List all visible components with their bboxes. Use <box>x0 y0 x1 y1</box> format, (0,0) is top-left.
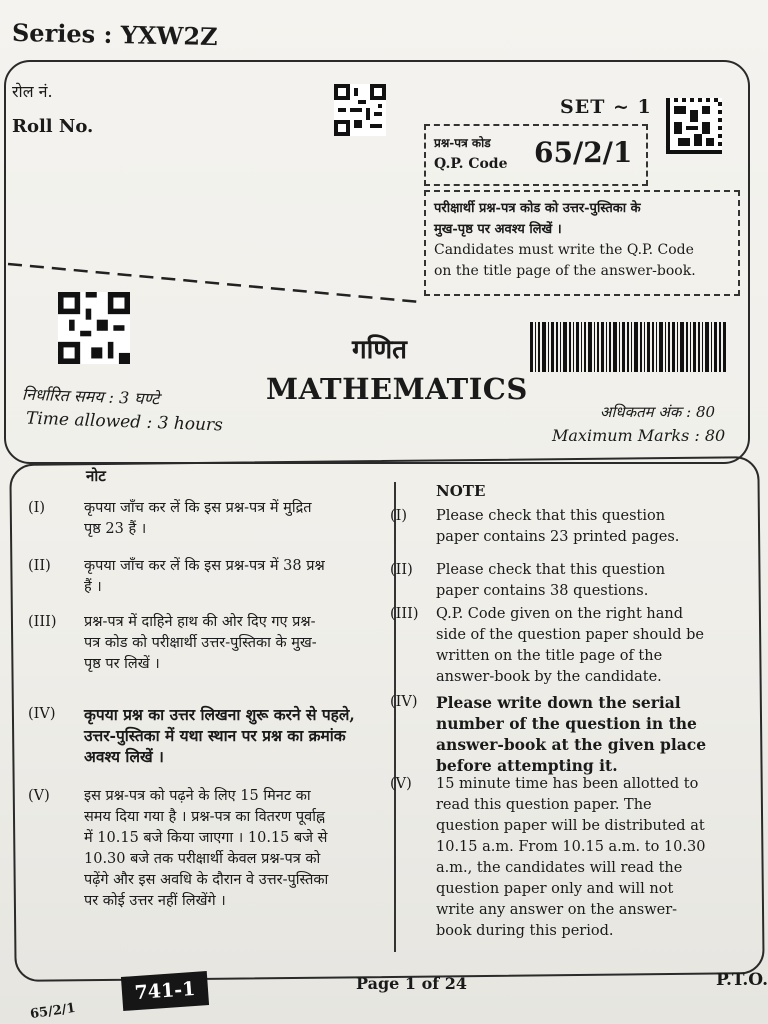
note-heading: NOTE <box>436 482 486 500</box>
note-item-line: written on the title page of the <box>436 648 663 664</box>
maximum-marks: Maximum Marks : 80 <box>552 426 726 445</box>
note-item-line: number of the question in the <box>436 714 697 733</box>
note-item-number: (II) <box>390 562 413 578</box>
note-item-line: question paper will be distributed at <box>436 818 705 834</box>
note-item-line: Please write down the serial <box>436 693 681 712</box>
note-heading-hindi: नोट <box>86 467 106 485</box>
note-item-line: इस प्रश्न-पत्र को पढ़ने के लिए 15 मिनट का <box>84 788 311 804</box>
note-item-line: read this question paper. The <box>436 797 652 813</box>
note-item-line: before attempting it. <box>436 756 618 775</box>
note-item-line: पर कोई उत्तर नहीं लिखेंगे । <box>84 893 226 909</box>
instruction-hindi-line: परीक्षार्थी प्रश्न-पत्र कोड को उत्तर-पुस्तिका के <box>434 201 641 216</box>
note-item-line: paper contains 38 questions. <box>436 583 649 599</box>
note-item-number: (I) <box>28 500 46 516</box>
note-item-text <box>436 560 752 602</box>
note-item-line: 10.30 बजे तक परीक्षार्थी केवल प्रश्न-पत्र को <box>84 851 321 867</box>
subject-title-hindi: गणित <box>352 335 407 365</box>
footer-serial-box: 741-1 <box>121 971 209 1011</box>
note-item-number: (V) <box>28 788 50 804</box>
qr-code-top <box>334 84 386 136</box>
note-item-line: 10.15 a.m. From 10.15 a.m. to 10.30 <box>436 839 706 855</box>
note-item-line: कृपया जाँच कर लें कि इस प्रश्न-पत्र में 38 प्रश्न <box>84 558 325 574</box>
note-item-line: अवश्य लिखें । <box>84 747 164 766</box>
subject-title: MATHEMATICS <box>266 372 528 406</box>
note-item-line: book during this period. <box>436 923 614 939</box>
note-item-line: answer-book by the candidate. <box>436 669 662 685</box>
note-item-number: (I) <box>390 508 408 524</box>
note-item-line: समय दिया गया है । प्रश्न-पत्र का वितरण पूर्वाह्न <box>84 809 326 825</box>
page-number: Page 1 of 24 <box>356 974 467 993</box>
note-item-line: उत्तर-पुस्तिका में यथा स्थान पर प्रश्न का क्रमांक <box>84 726 346 745</box>
footer-qp-code: 65/2/1 <box>29 1000 77 1023</box>
note-item-text <box>84 498 396 540</box>
cut-line <box>0 250 768 310</box>
note-item-text <box>84 704 396 767</box>
note-item-line: पढ़ेंगे और इस अवधि के दौरान वे उत्तर-पुस्तिका <box>84 872 329 888</box>
note-item-number: (IV) <box>390 694 418 710</box>
time-allowed: Time allowed : 3 hours <box>25 408 224 436</box>
note-item-number: (V) <box>390 776 412 792</box>
note-item-text <box>436 506 752 548</box>
note-item-line: paper contains 23 printed pages. <box>436 529 680 545</box>
note-item-line: a.m., the candidates will read the <box>436 860 683 876</box>
instruction-hindi-line: मुख-पृष्ठ पर अवश्य लिखें । <box>434 222 562 237</box>
note-item-text <box>436 692 752 776</box>
datamatrix-code <box>666 98 722 154</box>
note-item-line: पृष्ठ पर लिखें । <box>84 656 160 672</box>
note-item-line: Please check that this question <box>436 508 666 524</box>
note-item-line: हैं । <box>84 579 102 595</box>
note-item-text <box>84 786 396 912</box>
time-allowed-hindi: निर्धारित समय : 3 घण्टे <box>21 384 160 409</box>
roll-number-label-hindi: रोल नं. <box>12 82 53 101</box>
note-item-line: कृपया प्रश्न का उत्तर लिखना शुरू करने से पहले, <box>84 705 355 724</box>
note-item-line: पृष्ठ 23 हैं । <box>84 521 147 537</box>
note-item-number: (III) <box>28 614 57 630</box>
barcode <box>530 322 726 372</box>
instruction-english-line: Candidates must write the Q.P. Code <box>434 242 694 258</box>
note-item-line: Q.P. Code given on the right hand <box>436 606 684 622</box>
pto-label: P.T.O. <box>716 970 768 990</box>
note-item-line: Please check that this question <box>436 562 666 578</box>
note-item-number: (II) <box>28 558 51 574</box>
note-item-text <box>84 556 396 598</box>
note-item-number: (IV) <box>28 706 56 722</box>
qp-code-box <box>424 124 648 186</box>
note-item-number: (III) <box>390 606 419 622</box>
qp-code-label: Q.P. Code <box>434 156 508 172</box>
roll-number-label: Roll No. <box>12 116 94 137</box>
note-item-line: side of the question paper should be <box>436 627 704 643</box>
qp-code-value: 65/2/1 <box>534 136 633 169</box>
series-label: Series : YXW2Z <box>11 17 218 52</box>
note-item-text <box>436 774 752 942</box>
note-item-line: में 10.15 बजे किया जाएगा । 10.15 बजे से <box>84 830 328 846</box>
note-item-line: answer-book at the given place <box>436 735 707 754</box>
qp-code-label-hindi: प्रश्न-पत्र कोड <box>434 136 491 150</box>
note-item-line: 15 minute time has been allotted to <box>436 776 699 792</box>
instruction-english-line: on the title page of the answer-book. <box>434 263 696 279</box>
maximum-marks-hindi: अधिकतम अंक : 80 <box>600 403 716 421</box>
note-item-text <box>436 604 752 688</box>
set-number: SET ~ 1 <box>560 96 652 118</box>
note-item-line: पत्र कोड को परीक्षार्थी उत्तर-पुस्तिका के मुख- <box>84 635 317 651</box>
note-item-line: write any answer on the answer- <box>436 902 678 918</box>
note-item-text <box>84 612 396 675</box>
note-item-line: question paper only and will not <box>436 881 674 897</box>
note-item-line: प्रश्न-पत्र में दाहिने हाथ की ओर दिए गए प्रश्न- <box>84 614 316 630</box>
note-item-line: कृपया जाँच कर लें कि इस प्रश्न-पत्र में मुद्रित <box>84 500 312 516</box>
